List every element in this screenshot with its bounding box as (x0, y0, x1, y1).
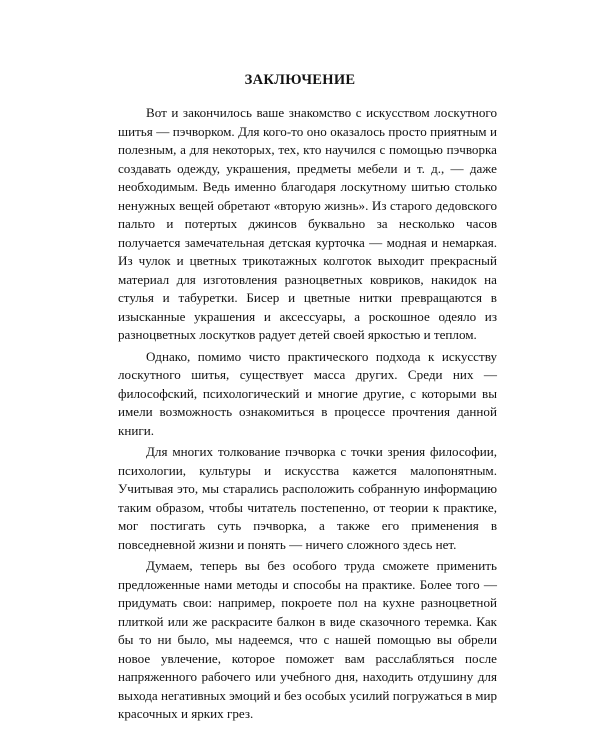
paragraph-2: Однако, помимо чисто практического подхода к искусству лоскутного шитья, существует масса других. Среди них — философский, психологический и многие другие, с которыми вы имели возможность ознакомиться в процессе прочтения данной книги. (118, 348, 497, 438)
page-title: ЗАКЛЮЧЕНИЕ (244, 72, 356, 88)
paragraph-3: Для многих толкование пэчворка с точки зрения философии, психологии, культуры и искусства кажется малопонятным. Учитывая это, мы старались расположить собранную информацию таким образом, чтобы читатель постепенно, от теории к практике, мог постигать суть пэчворка, а также его применения в повседневной жизни и понять — ничего сложного здесь нет. (118, 444, 497, 552)
paragraph-1: Вот и закончилось ваше знакомство с искусством лоскутного шитья — пэчворком. Для кого-то оно оказалось просто приятным и полезным, а для некоторых, тех, кто научился с помощью пэчворка создавать одежду, украшения, предметы мебели и т. д., — даже необходимым. Ведь именно благодаря лоскутному шитью столько ненужных вещей обретают «вторую жизнь». Из старого дедовского пальто и потертых джинсов буквально за несколько часов получается замечательная детская курточка — модная и немаркая. Из чулок и цветных трикотажных колготок выходит прекрасный материал для изготовления разноцветных ковриков, накидок на стулья и табуретки. Бисер и цветные нитки превращаются в изысканные украшения и аксессуары, а роскошное одеяло из разноцветных лоскутков радует детей своей яркостью и теплом. (118, 105, 497, 342)
body-text (118, 104, 497, 727)
paragraph-4: Думаем, теперь вы без особого труда сможете применить предложенные нами методы и способы на практике. Более того — придумать свои: например, покроете пол на кухне разноцветной плиткой или же раскрасите балкон в виде сказочного теремка. Как бы то ни было, мы надеемся, что с нашей помощью вы обрели новое увлечение, которое поможет вам расслабляться после напряженного рабочего или учебного дня, находить отдушину для выхода негативных эмоций и без особых усилий погружаться в мир красочных и ярких грез. (118, 558, 497, 721)
